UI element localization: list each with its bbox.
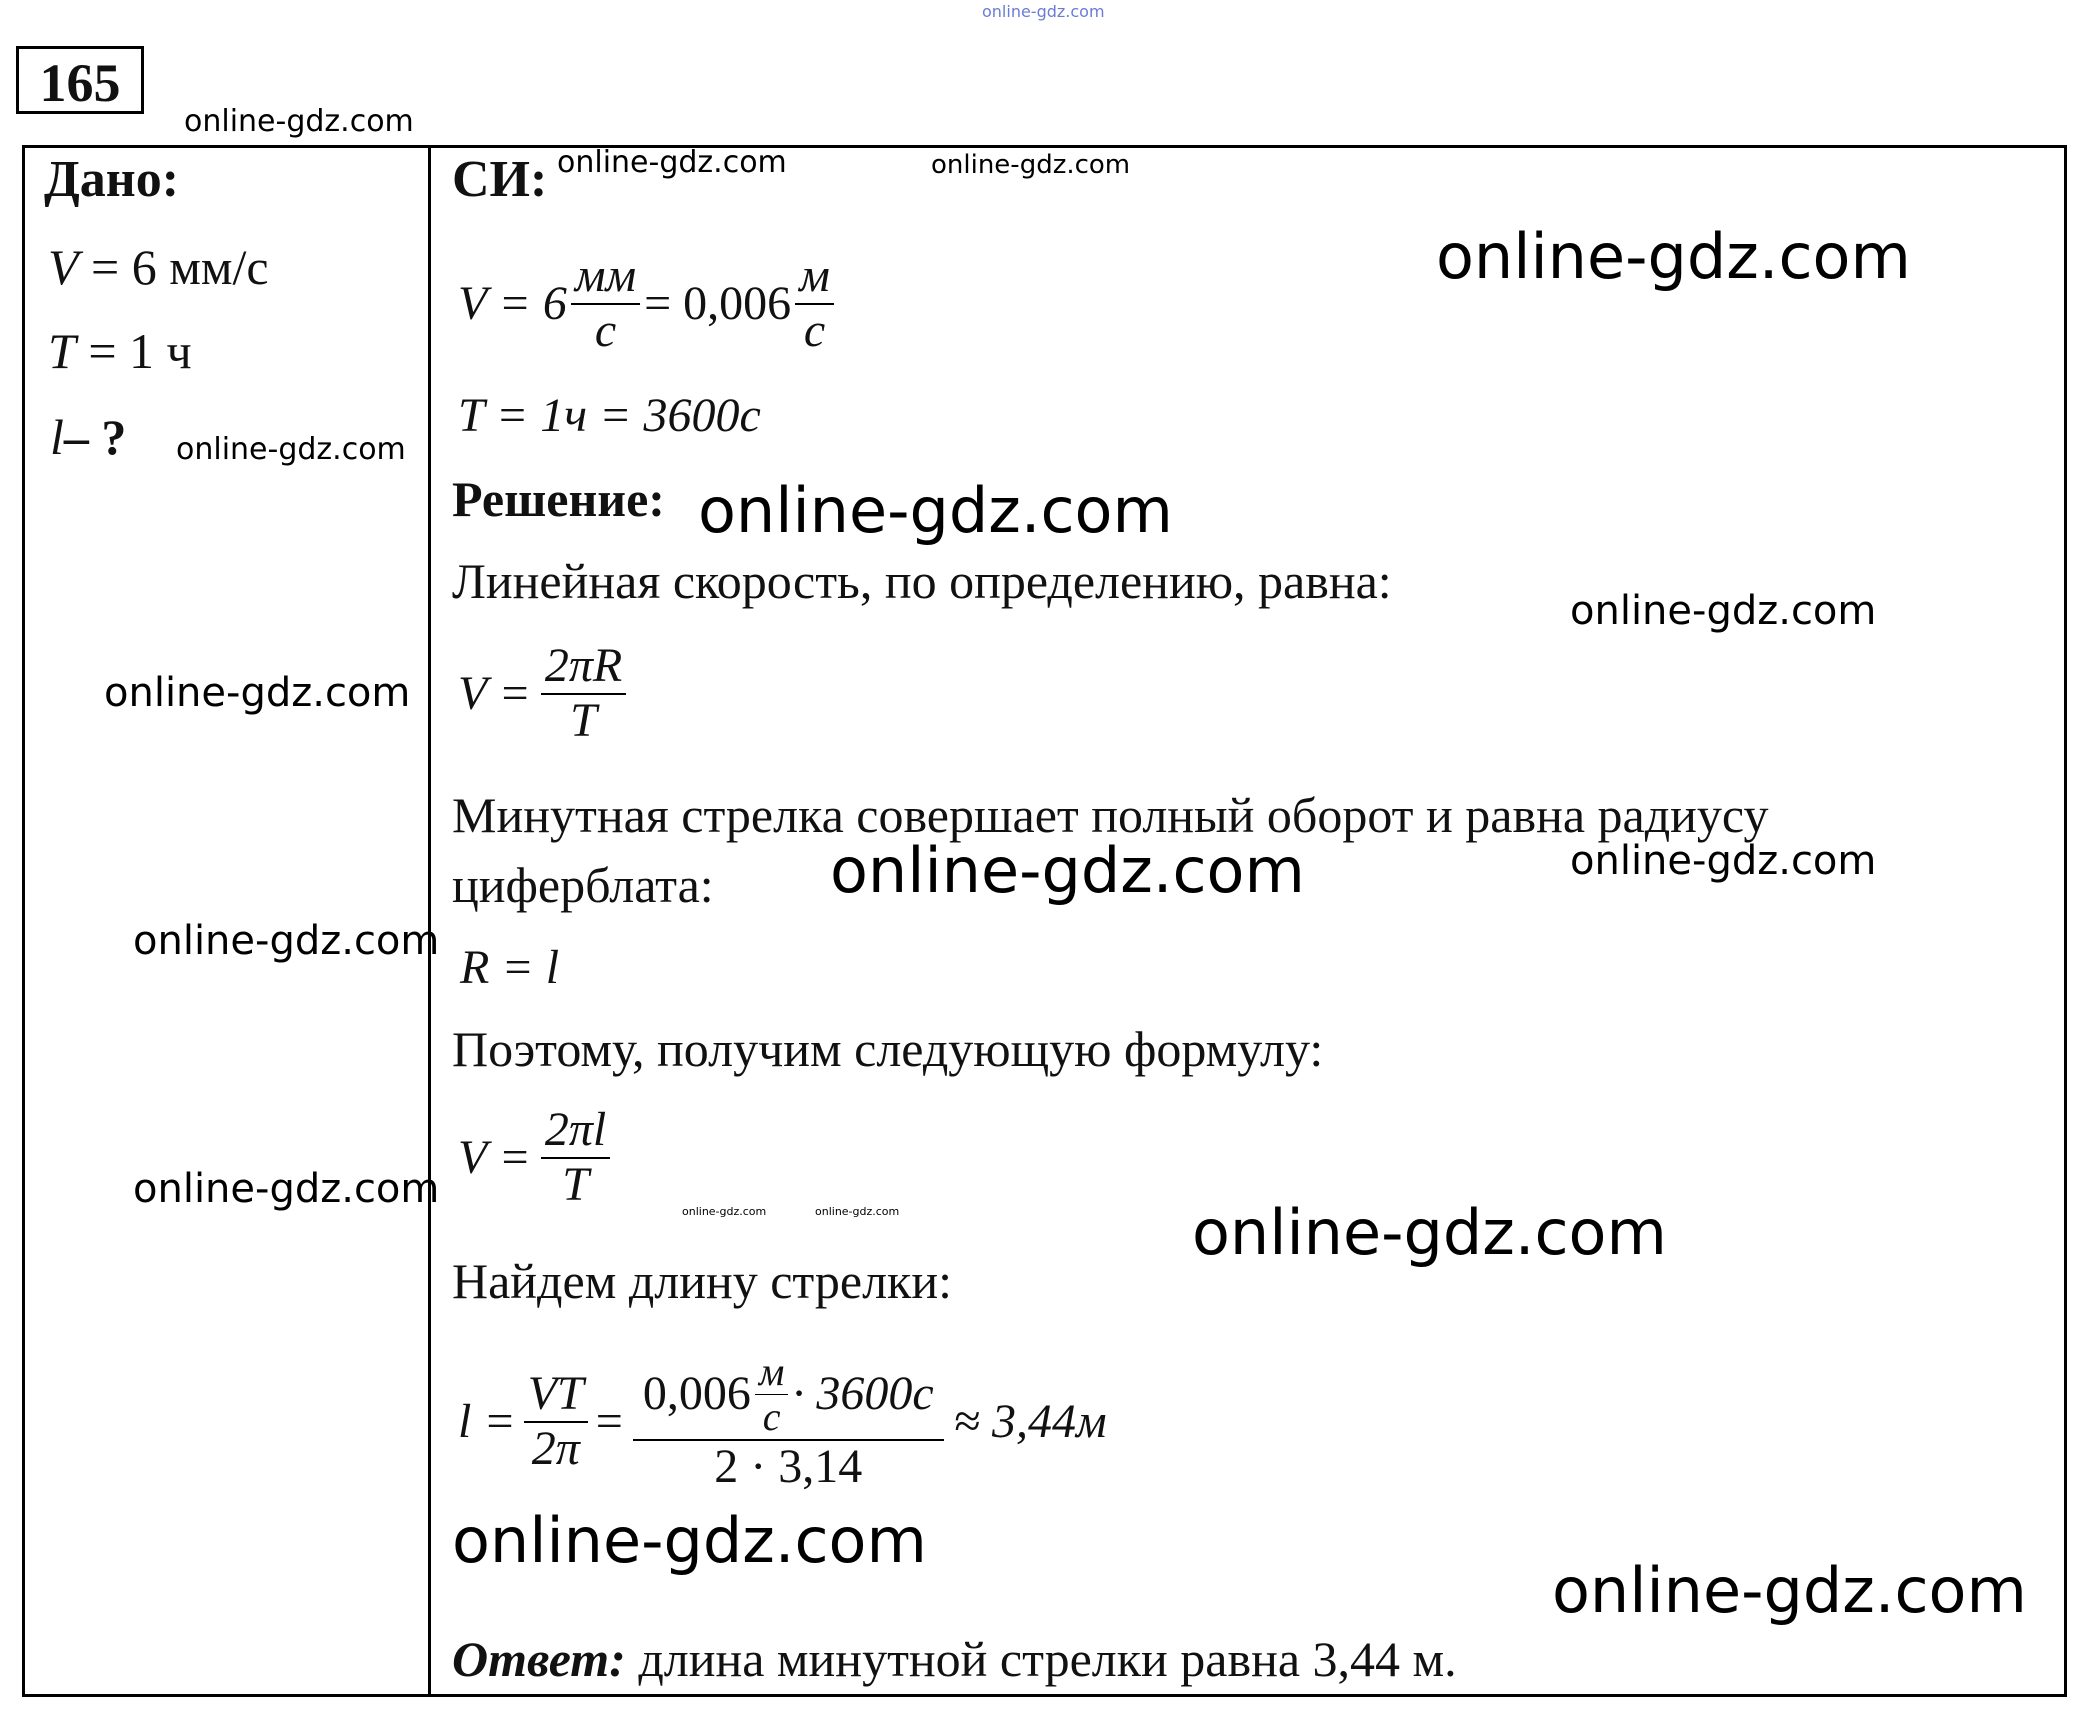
unit-fraction-m-s (795, 250, 834, 358)
formula-lhs: l = (458, 1395, 516, 1449)
paragraph-therefore: Поэтому, получим следующую формулу: (452, 1021, 1324, 1077)
watermark: online-gdz.com (104, 670, 411, 716)
formula-fraction-numeric (633, 1350, 944, 1494)
top-watermark: online-gdz.com (982, 2, 1105, 21)
formula-fraction (541, 1104, 610, 1212)
given-unknown (50, 408, 126, 466)
watermark: online-gdz.com (815, 1205, 900, 1218)
unit-fraction-mm-s (571, 250, 640, 358)
watermark: online-gdz.com (1192, 1196, 1667, 1269)
period-symbol: T (48, 323, 76, 379)
watermark: online-gdz.com (1570, 588, 1877, 634)
formula-radius-equals-length: R = l (460, 941, 560, 994)
watermark: online-gdz.com (133, 918, 440, 964)
unit-denominator: с (594, 303, 617, 357)
watermark: online-gdz.com (1436, 220, 1911, 293)
fraction-numerator: VT (524, 1368, 588, 1423)
watermark: online-gdz.com (557, 145, 787, 180)
given-heading: Дано: (44, 151, 180, 208)
fraction-numerator (633, 1350, 944, 1441)
watermark: online-gdz.com (1552, 1554, 2027, 1627)
si-heading: СИ: (452, 151, 548, 208)
unknown-mark: – ? (63, 409, 127, 465)
unit-denominator: с (803, 303, 826, 357)
unit-numerator: мм (571, 250, 640, 305)
formula-fraction (541, 640, 626, 748)
formula-lhs: V = (458, 667, 531, 721)
fraction-numerator: 2πl (541, 1104, 610, 1159)
velocity-symbol: V (48, 239, 79, 295)
paragraph-definition: Линейная скорость, по определению, равна: (452, 553, 1392, 609)
formula-speed-length (458, 1104, 610, 1212)
formula-lhs: V = (458, 1131, 531, 1185)
watermark: online-gdz.com (452, 1504, 927, 1577)
fraction-denominator: 2π (531, 1421, 580, 1475)
equals-sign: = (595, 1395, 623, 1449)
si-period-formula: T = 1ч = 3600с (458, 389, 761, 442)
paragraph-find-length: Найдем длину стрелки: (452, 1253, 952, 1309)
watermark: online-gdz.com (184, 104, 414, 139)
formula-fraction-vt (524, 1368, 588, 1476)
solution-heading: Решение: (452, 471, 665, 527)
watermark: online-gdz.com (830, 834, 1305, 907)
fraction-denominator: T (562, 1157, 589, 1211)
unit-numerator: м (755, 1350, 789, 1395)
watermark: online-gdz.com (931, 150, 1131, 180)
unit-denominator: с (762, 1394, 781, 1439)
formula-result: ≈ 3,44м (953, 1395, 1107, 1449)
paragraph-line-2: циферблата: (452, 857, 714, 913)
velocity-value: = 6 мм/с (91, 239, 269, 295)
period-value: = 1 ч (88, 323, 192, 379)
unit-numerator: м (795, 250, 834, 305)
watermark: online-gdz.com (682, 1205, 767, 1218)
si-velocity-formula (458, 250, 834, 358)
numerator-time: · 3600с (792, 1367, 934, 1421)
length-symbol: l (50, 409, 64, 465)
watermark: online-gdz.com (133, 1166, 440, 1212)
watermark: online-gdz.com (1570, 838, 1877, 884)
paragraph-minute-hand-end (452, 856, 714, 914)
watermark: online-gdz.com (176, 432, 406, 467)
si-velocity-mid: = 0,006 (644, 277, 792, 331)
numerator-value: 0,006 (642, 1367, 751, 1421)
formula-linear-speed (458, 640, 626, 748)
fraction-numerator: 2πR (541, 640, 626, 695)
answer-text: длина минутной стрелки равна 3,44 м. (638, 1631, 1457, 1687)
unit-fraction (755, 1350, 789, 1439)
problem-number: 165 (16, 46, 144, 114)
watermark: online-gdz.com (698, 474, 1173, 547)
given-period (48, 322, 192, 380)
formula-length-calculation (458, 1350, 1107, 1494)
si-velocity-lhs: V = 6 (458, 277, 567, 331)
answer-label: Ответ: (452, 1631, 626, 1687)
answer-line (452, 1630, 1457, 1688)
fraction-denominator: T (570, 693, 597, 747)
fraction-denominator: 2 · 3,14 (714, 1440, 863, 1493)
paragraph-line-1: Минутная стрелка совершает полный оборот и равна радиусу (452, 787, 1769, 843)
given-velocity (48, 238, 269, 296)
